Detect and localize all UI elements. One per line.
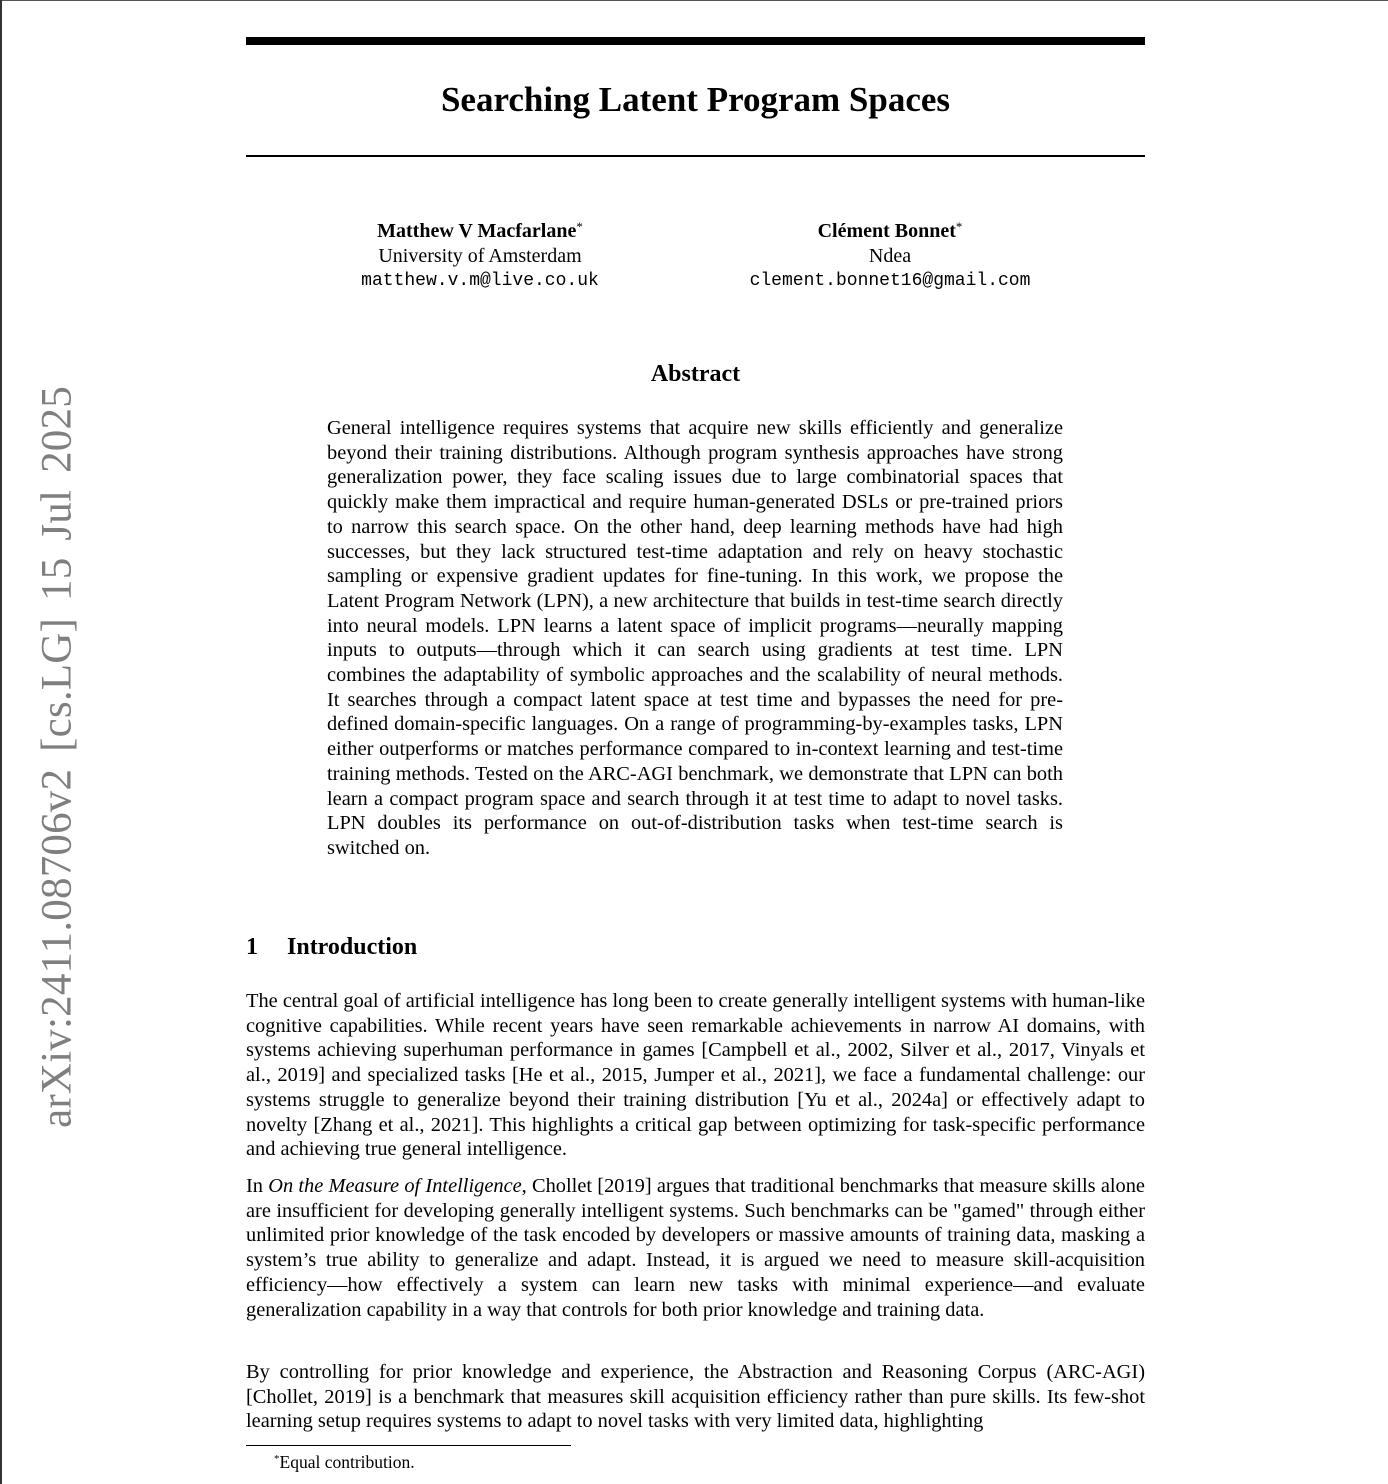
author-email: clement.bonnet16@gmail.com [749,271,1031,291]
author-name: Clément Bonnet [817,220,956,242]
author-block [725,219,1055,294]
author-affiliation: Ndea [868,245,912,267]
footnote [274,1451,415,1473]
paper-title: Searching Latent Program Spaces [440,80,951,119]
paragraph-prefix: In [246,1175,269,1197]
section-number: 1 [246,934,258,960]
author-name-line [725,219,1055,244]
section-heading-introduction [246,931,1145,963]
footnote-mark: * [274,1453,280,1465]
equal-contribution-mark: * [955,219,963,234]
arxiv-identifier-stamp: arXiv:2411.08706v2 [cs.LG] 15 Jul 2025 [33,386,81,1128]
section-title: Introduction [287,934,418,960]
footnote-text: Equal contribution. [279,1452,415,1472]
author-name-line [330,219,630,244]
author-name: Matthew V Macfarlane [377,220,577,242]
title-bottom-rule [246,155,1145,157]
intro-paragraph-3: By controlling for prior knowledge and experience, the Abstraction and Reasoning Corpus (ARC-AGI) [Chollet, 2019] is a benchmark that measures skill acquisition efficiency rather than pure skills. Its few-shot learning setup requires systems to adapt to novel tasks with very limited data, highlighting [246,1361,1145,1433]
title-top-rule [246,37,1145,45]
author-email: matthew.v.m@live.co.uk [361,271,599,291]
paragraph-text: , Chollet [2019] argues that traditional benchmarks that measure skills alone are insufficient for developing generally intelligent systems. Such benchmarks can be "gamed" through either unlimited prior knowledge of the task encoded by developers or massive amounts of training data, masking a system’s true ability to generalize and adapt. Instead, it is argued we need to measure skill-acquisition efficiency—how effectively a system can learn new tasks with minimal experience—and evaluate generalization capability in a way that controls for both prior knowledge and training data. [246,1175,1145,1321]
intro-paragraph-1: The central goal of artificial intelligence has long been to create generally intelligent systems with human-like cognitive capabilities. While recent years have seen remarkable achievements in narrow AI domains, with systems achieving superhuman performance in games [Campbell et al., 2002, Silver et al., 2017, Vinyals et al., 2019] and specialized tasks [He et al., 2015, Jumper et al., 2021], we face a fundamental challenge: our systems struggle to generalize beyond their training distribution [Yu et al., 2024a] or effectively adapt to novelty [Zhang et al., 2021]. This highlights a critical gap between optimizing for task-specific performance and achieving true general intelligence. [246,990,1145,1161]
author-affiliation: University of Amsterdam [378,245,582,267]
cited-work-title: On the Measure of Intelligence [268,1175,522,1197]
page-left-border [0,0,2,1484]
abstract-heading: Abstract [650,361,741,387]
author-block [330,219,630,294]
footnote-rule [246,1445,571,1446]
abstract-text: General intelligence requires systems that acquire new skills efficiently and generalize beyond their training distributions. Although program synthesis approaches have strong generalization power, they face scaling issues due to large combinatorial spaces that quickly make them impractical and require human-generated DSLs or pre-trained priors to narrow this search space. On the other hand, deep learning methods have had high successes, but they lack structured test-time adaptation and rely on heavy stochastic sampling or expensive gradient updates for fine-tuning. In this work, we propose the Latent Program Network (LPN), a new architecture that builds in test-time search directly into neural models. LPN learns a latent space of implicit programs—neurally mapping inputs to outputs—through which it can search using gradients at test time. LPN combines the adaptability of symbolic approaches and the scalability of neural methods. It searches through a compact latent space at test time and bypasses the need for pre-defined domain-specific languages. On a range of programming-by-examples tasks, LPN either outperforms or matches performance compared to in-context learning and test-time training methods. Tested on the ARC-AGI benchmark, we demonstrate that LPN can both learn a compact program space and search through it at test time to adapt to novel tasks. LPN doubles its performance on out-of-distribution tasks when test-time search is switched on. [327,417,1063,859]
page-top-border [0,0,1388,1]
intro-paragraph-2 [246,1174,1145,1322]
equal-contribution-mark: * [576,219,583,234]
